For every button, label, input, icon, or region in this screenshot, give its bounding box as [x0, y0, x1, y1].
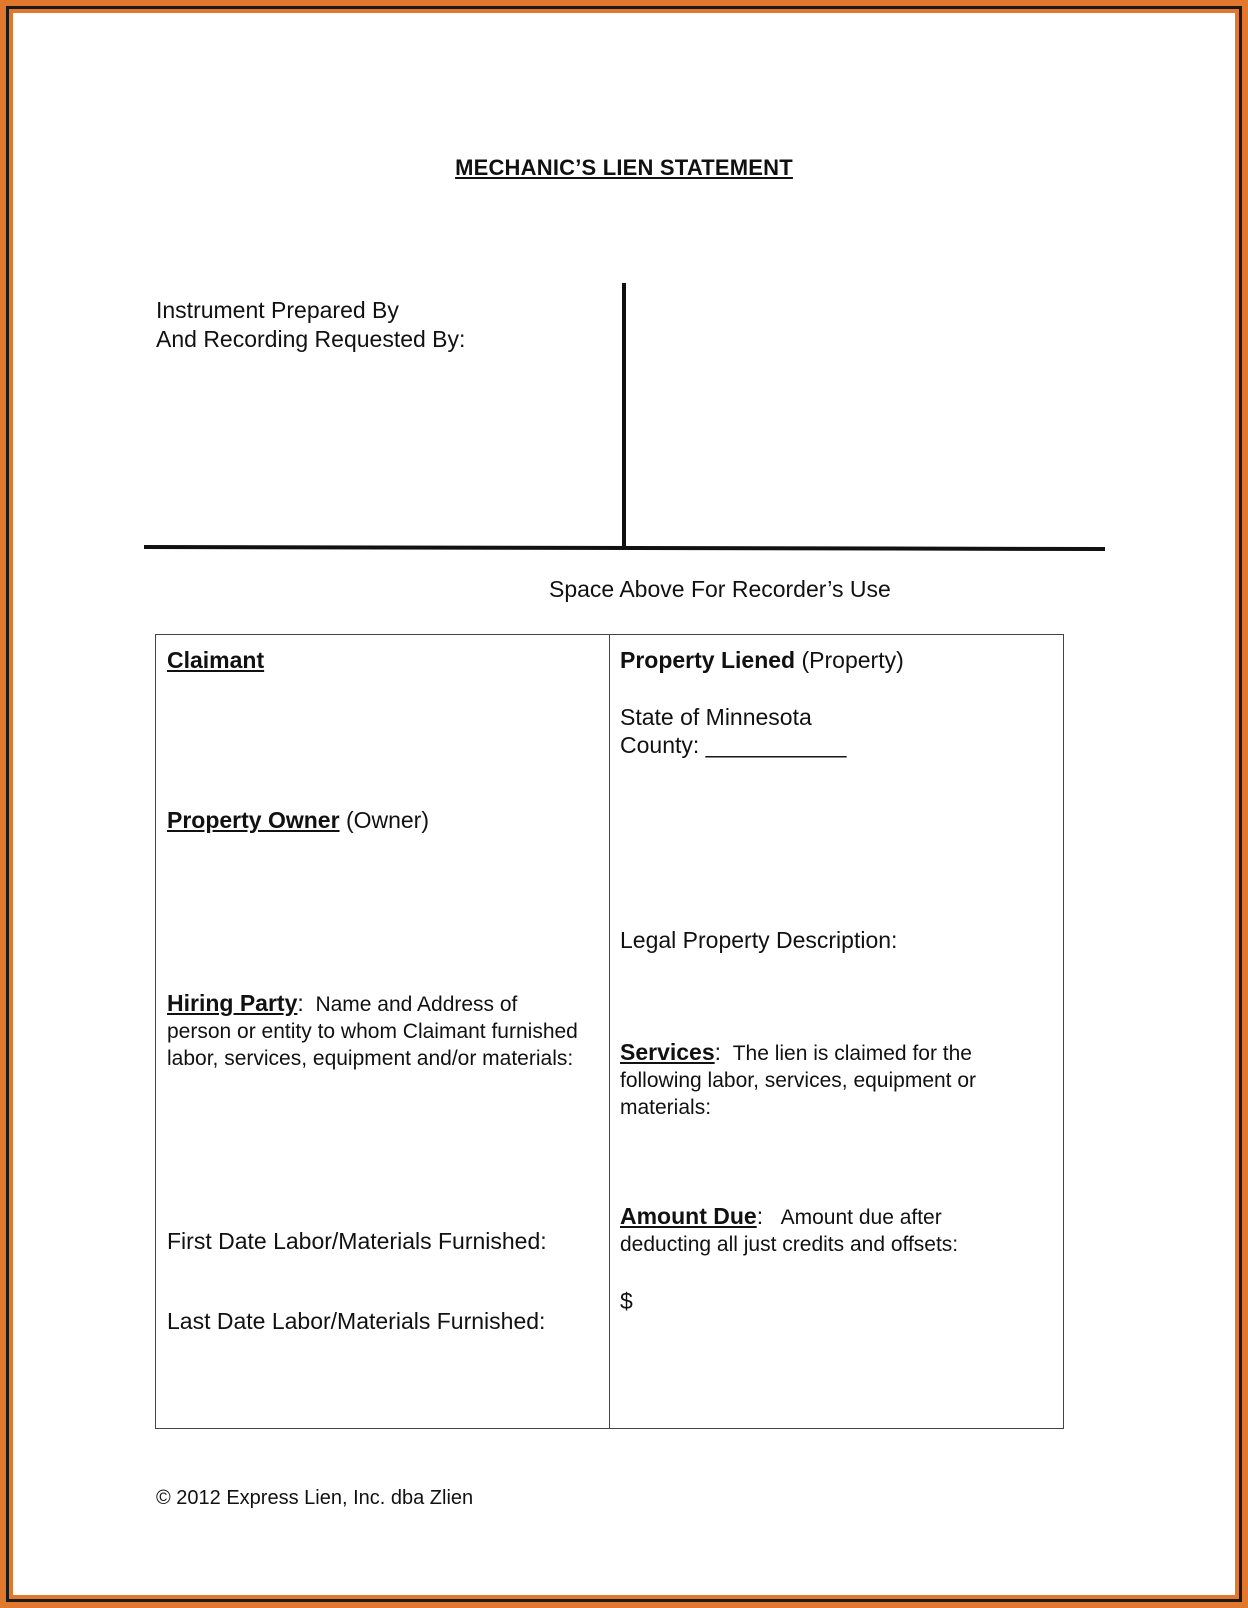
prepared-by-line2: And Recording Requested By: [156, 326, 466, 352]
hiring-party-block [167, 990, 578, 1072]
services-desc-line2: following labor, services, equipment or [620, 1069, 977, 1092]
property-owner-heading: Property Owner [167, 807, 340, 833]
amount-due-colon: : [756, 1203, 764, 1229]
claimant-heading: Claimant [167, 647, 265, 673]
state-line: State of Minnesota [620, 704, 812, 730]
first-date-label: First Date Labor/Materials Furnished: [167, 1228, 547, 1254]
services-desc-line1: The lien is claimed for the [732, 1042, 972, 1065]
table-column-divider [609, 634, 610, 1429]
services-desc-line3: materials: [620, 1096, 712, 1119]
services-heading: Services [620, 1039, 715, 1065]
currency-symbol: $ [620, 1288, 633, 1314]
hiring-party-colon: : [297, 990, 304, 1016]
last-date-label: Last Date Labor/Materials Furnished: [167, 1308, 546, 1334]
document-title: MECHANIC’S LIEN STATEMENT [455, 155, 793, 180]
legal-description-label: Legal Property Description: [620, 927, 898, 953]
county-line: County: ___________ [620, 732, 847, 758]
amount-due-heading: Amount Due [620, 1203, 757, 1229]
copyright-footer: © 2012 Express Lien, Inc. dba Zlien [156, 1487, 474, 1509]
property-owner-suffix: (Owner) [345, 807, 429, 833]
prepared-by-block [156, 296, 465, 354]
hiring-party-desc-line2: person or entity to whom Claimant furnished [167, 1020, 578, 1043]
amount-due-desc-line2: deducting all just credits and offsets: [620, 1233, 959, 1256]
recorder-vertical-rule [622, 283, 626, 548]
hiring-party-desc-line3: labor, services, equipment and/or materials: [167, 1047, 574, 1070]
services-colon: : [714, 1039, 722, 1065]
property-liened-suffix: (Property) [801, 647, 904, 673]
property-liened-heading: Property Liened [620, 647, 796, 673]
amount-due-desc-line1: Amount due after [780, 1206, 942, 1229]
claimant-heading-wrap [167, 647, 264, 674]
hiring-party-desc-line1: Name and Address of [315, 993, 518, 1016]
location-block [620, 703, 846, 759]
services-block [620, 1039, 976, 1121]
recorder-note: Space Above For Recorder’s Use [549, 576, 891, 602]
property-liened-wrap [620, 647, 904, 674]
hiring-party-heading: Hiring Party [167, 990, 298, 1016]
prepared-by-line1: Instrument Prepared By [156, 297, 399, 323]
owner-heading-wrap [167, 807, 429, 834]
amount-due-block [620, 1203, 958, 1258]
